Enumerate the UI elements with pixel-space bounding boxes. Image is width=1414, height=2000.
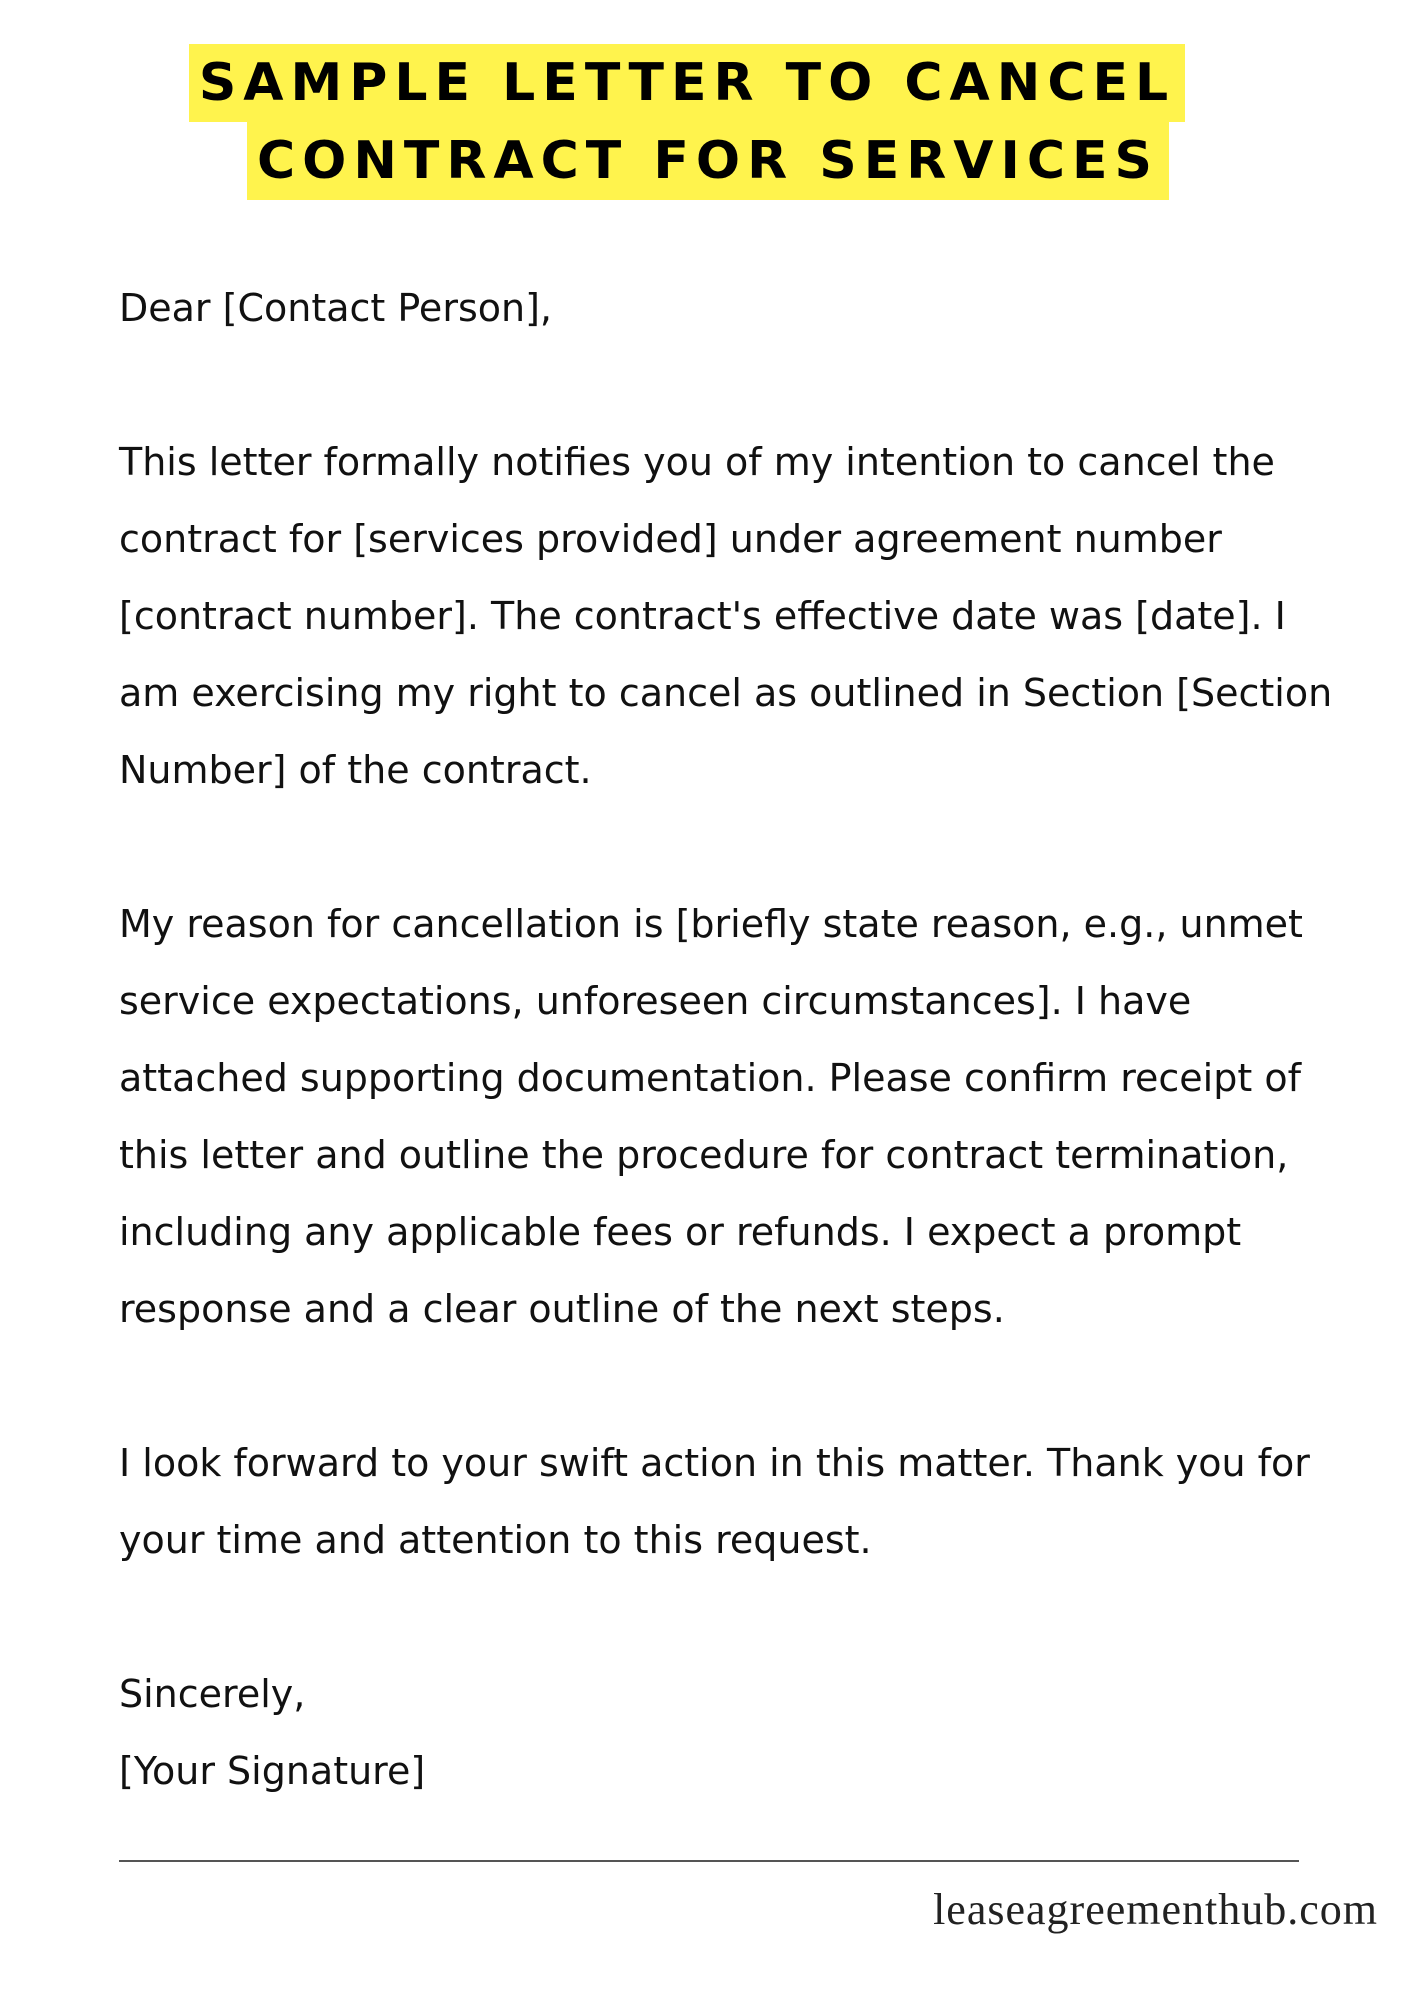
paragraph-closing-remarks: I look forward to your swift action in this matter. Thank you for your time and attention to this request. [119, 1441, 1310, 1562]
closing: Sincerely, [119, 1672, 306, 1716]
paragraph-spacer [119, 809, 1349, 886]
paragraph-spacer [119, 347, 1349, 424]
paragraph-intent: This letter formally notifies you of my intention to cancel the contract for [services provided] under agreement number [contract number]. The contract's effective date was [date]. I am exercising my right to cancel as outlined in Section [Section Number] of the contract. [119, 440, 1333, 792]
paragraph-spacer [119, 1579, 1349, 1656]
title-line-1: SAMPLE LETTER TO CANCEL [189, 44, 1185, 122]
signature-placeholder: [Your Signature] [119, 1749, 426, 1793]
signature-line [119, 1860, 1299, 1862]
salutation: Dear [Contact Person], [119, 286, 552, 330]
title-line-2: CONTRACT FOR SERVICES [247, 122, 1169, 200]
footer-website: leaseagreementhub.com [933, 1885, 1378, 1934]
paragraph-spacer [119, 1348, 1349, 1425]
page-title [0, 44, 1414, 200]
letter-body [119, 270, 1349, 1810]
paragraph-reason: My reason for cancellation is [briefly state reason, e.g., unmet service expectations, unforeseen circumstances]. I have attached supporting documentation. Please confirm receipt of this letter and outline the procedure for contract termination, including any applicable fees or refunds. I expect a prompt response and a clear outline of the next steps. [119, 902, 1303, 1331]
